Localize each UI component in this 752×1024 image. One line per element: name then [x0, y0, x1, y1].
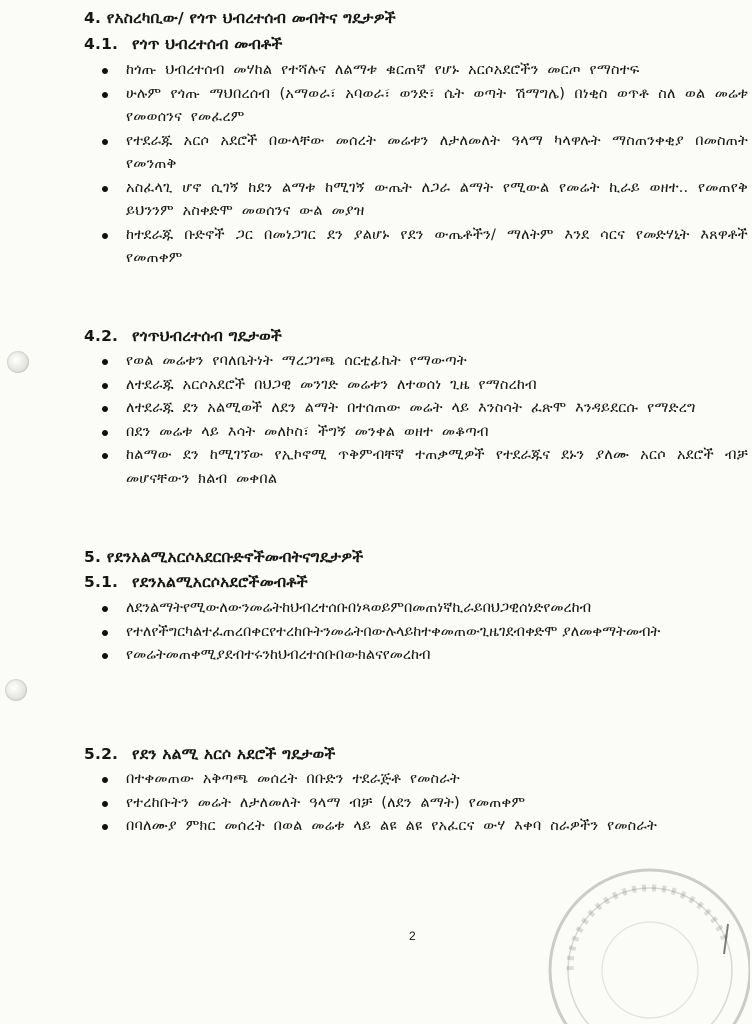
list-item: ከልማው ደን ከሚገኘው የኢኮኖሚ ጥቅምብቸኛ ተጠቃሚዎች የተደራጁና ደኑን ያለሙ አርሶ አደሮች ብቻ መሆናቸውን ክልብ መቀበል	[96, 444, 748, 491]
section-number: 5.	[84, 548, 102, 566]
bullet-icon	[102, 383, 108, 389]
list-item: በደን መሬቱ ላይ እሳት መለኮስ፣ ችግኝ መንቀል ወዘተ መቆጣብ	[96, 421, 748, 445]
list-item: ለደንልማትየሚውለውንመሬትከህብረተሰቡበነጻወይምበመጠነኛኪራይበህጋዊሰነድየመረከብ	[96, 597, 748, 621]
duties-list-5-2	[96, 768, 748, 839]
subsection-title: የጎጥ ህብረተሰብ መብቶች	[132, 35, 283, 53]
rights-list-4-1	[96, 59, 748, 271]
list-item: የተለየችግርካልተፈጠረበቀርየተረከቡትንመሬትበውሉላይከተቀመጠውጊዜገደብቀድሞ ያለመቀማትመብት	[96, 621, 748, 645]
bullet-icon	[102, 92, 108, 98]
bullet-icon	[102, 186, 108, 192]
bullet-icon	[102, 824, 108, 830]
bullet-icon	[102, 777, 108, 783]
bullet-icon	[102, 233, 108, 239]
section-title: የአስረካቢው/ የጎጥ ህብረተሰብ መብትና ግዴታዎች	[106, 9, 396, 27]
bullet-icon	[102, 139, 108, 145]
subsection-title: የጎጥህብረተሰብ ግዴታወች	[132, 327, 283, 345]
bullet-icon	[102, 359, 108, 365]
bullet-icon	[102, 68, 108, 74]
bullet-icon	[102, 606, 108, 612]
rights-list-5-1	[96, 597, 748, 668]
subsection-5-1-heading	[84, 573, 308, 592]
list-item: የወል መሬቱን የባለቤትነት ማረጋገጫ ሰርቲፊኬት የማውጣት	[96, 350, 748, 374]
list-item: አስፈላጊ ሆኖ ሲገኝ ከደን ልማቱ ከሚገኝ ውጤት ለጋራ ልማት የሚውል የመሬት ኪራይ ወዘተ.. የመጠየቅ ይህንንም አስቀድሞ መወሰንና ውል መያዝ	[96, 177, 748, 224]
subsection-5-2-heading	[84, 745, 336, 764]
list-item: የተረከቡትን መሬት ለታለመለት ዓላማ ብቻ (ለደን ልማት) የመጠቀም	[96, 792, 748, 816]
bullet-icon	[102, 630, 108, 636]
punch-hole-top	[7, 351, 29, 373]
section-4-heading	[84, 9, 396, 28]
list-item: ሁሉም የጎጡ ማህበረሰብ (አማወራ፣ አባወራ፣ ወንድ፣ ሴት ወጣት ሽማግሌ) በነቂስ ወጥቶ ስለ ወል መሬቱ የመወሰንና የመፈረም	[96, 83, 748, 130]
page-number: 2	[409, 929, 416, 943]
subsection-number: 4.1.	[84, 35, 119, 53]
list-item: ከጎጡ ህብረተሰብ መሃከል የተሻሉና ለልማቱ ቁርጠኛ የሆኑ አርሶአደሮችን መርጦ የማስተፍ	[96, 59, 748, 83]
official-stamp-icon	[510, 850, 750, 1024]
duties-list-4-2	[96, 350, 748, 491]
section-5-heading	[84, 548, 363, 567]
subsection-4-2-heading	[84, 327, 282, 346]
list-item: የተደራጁ አርሶ አደሮች በውላቸው መሰረት መሬቱን ለታለመለት ዓላማ ካላዋሉት ማስጠንቀቂያ በመስጠት የመንጠቅ	[96, 130, 748, 177]
subsection-title: የደንአልሚአርሶአደሮችመብቶች	[132, 573, 308, 591]
list-item: በባለሙያ ምክር መሰረት በወል መሬቱ ላይ ልዩ ልዩ የአፈርና ውሃ እቀባ ስራዎችን የመስራት	[96, 815, 748, 839]
subsection-number: 4.2.	[84, 327, 119, 345]
list-item: የመሬትመጠቀሚያደብተሩንከህብረተሰቡበውክልናየመረከብ	[96, 644, 748, 668]
subsection-number: 5.2.	[84, 745, 119, 763]
section-title: የደንአልሚአርሶአደርቡድኖችመብትናግዴታዎች	[106, 548, 364, 566]
section-number: 4.	[84, 9, 102, 27]
subsection-4-1-heading	[84, 35, 282, 54]
subsection-number: 5.1.	[84, 573, 119, 591]
bullet-icon	[102, 453, 108, 459]
list-item: በተቀመጠው አቅጣጫ መሰረት በቡድን ተደራጅቶ የመስራት	[96, 768, 748, 792]
bullet-icon	[102, 406, 108, 412]
list-item: ለተደራጁ አርሶአደሮች በህጋዊ መንገድ መሬቱን ለተወሰነ ጊዜ የማስረከብ	[96, 374, 748, 398]
subsection-title: የደን አልሚ አርሶ አደሮች ግዴታወች	[132, 745, 336, 763]
bullet-icon	[102, 653, 108, 659]
list-item: ለተደራጁ ደን አልሚወች ለደን ልማት በተሰጠው መሬት ላይ እንስሳት ፈጽሞ እንዳይደርሱ የማድረግ	[96, 397, 748, 421]
punch-hole-bottom	[5, 679, 27, 701]
list-item: ከተደራጁ ቡድኖች ጋር በመነጋገር ደን ያልሆኑ የደን ውጤቶችን/ ማለትም እንደ ሳርና የመድሃኒት እጸዋቶች የመጠቀም	[96, 224, 748, 271]
bullet-icon	[102, 801, 108, 807]
bullet-icon	[102, 430, 108, 436]
